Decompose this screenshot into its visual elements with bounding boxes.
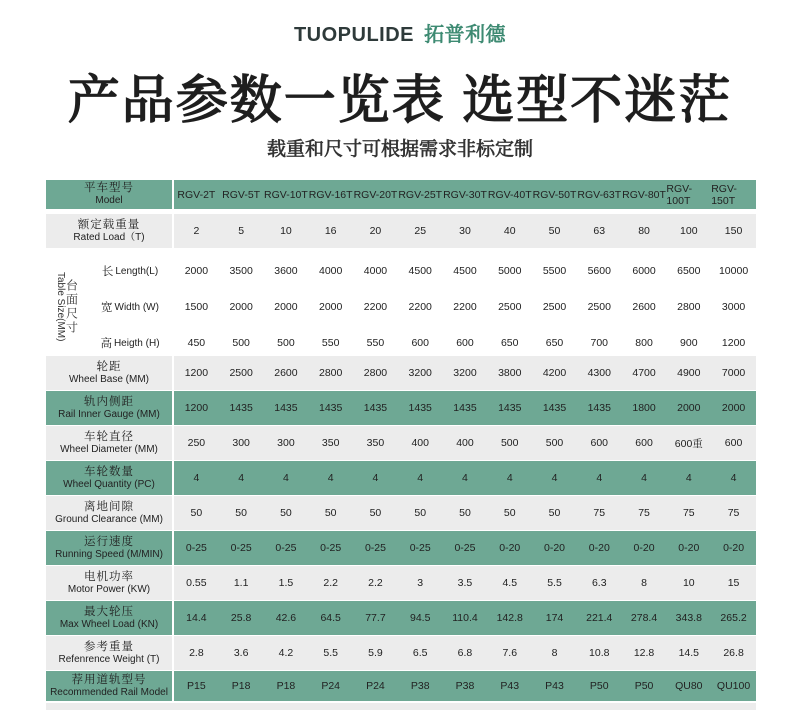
table-cell: 5 <box>238 225 245 237</box>
table-cell: 1435 <box>453 402 477 414</box>
row-cells <box>174 461 756 495</box>
table-cell: 0-20 <box>499 542 521 554</box>
model-cells <box>174 180 756 209</box>
table-cell: 4 <box>730 472 737 484</box>
table-cell: 0-25 <box>320 542 342 554</box>
table-row-width <box>46 290 756 324</box>
model-cell: RGV-150T <box>711 182 737 207</box>
table-cell: 600 <box>724 437 743 449</box>
table-cell: 2500 <box>229 367 253 379</box>
table-header-row <box>46 180 756 209</box>
table-row-wheel-quantity <box>46 461 756 495</box>
row-cells <box>174 636 756 670</box>
row-label-en: Wheel Quantity (PC) <box>63 478 155 490</box>
row-label <box>46 601 174 635</box>
table-cell: 50 <box>548 225 561 237</box>
table-cell: 110.4 <box>452 612 478 624</box>
header-label <box>46 180 174 209</box>
table-cell: 14.5 <box>678 647 700 659</box>
table-cell: 4 <box>417 472 424 484</box>
table-cell: 174 <box>545 612 564 624</box>
table-cell: 6500 <box>677 265 701 277</box>
table-cell: 4900 <box>677 367 701 379</box>
table-cell: P24 <box>321 680 341 692</box>
table-cell: 4 <box>685 472 692 484</box>
table-cell: 1435 <box>229 402 253 414</box>
table-cell: 400 <box>411 437 429 449</box>
model-cell: RGV-100T <box>666 182 693 207</box>
table-cell: 4500 <box>408 265 432 277</box>
table-cell: 0-25 <box>454 542 476 554</box>
model-cell: RGV-2T <box>177 188 216 201</box>
row-label <box>88 254 174 288</box>
table-cell: 2.2 <box>323 577 338 589</box>
table-cell: 2 <box>193 225 200 237</box>
table-cell: 2000 <box>319 301 343 313</box>
row-label-cn: 轨内侧距 <box>84 395 134 408</box>
row-label <box>46 391 174 425</box>
table-row-wheel-diameter <box>46 426 756 460</box>
table-cell: 1435 <box>408 402 432 414</box>
row-label <box>46 566 174 600</box>
table-cell: 0-25 <box>364 542 386 554</box>
row-label-en: Ground Clearance (MM) <box>55 513 163 525</box>
table-cell: 500 <box>277 337 295 349</box>
table-cell: P50 <box>589 680 609 692</box>
header-label-cn: 平车型号 <box>84 182 134 195</box>
table-cell: 250 <box>187 437 206 449</box>
table-cell: 4000 <box>363 265 388 277</box>
row-label-en: Width (W) <box>114 301 159 313</box>
table-cell: 100 <box>680 225 698 237</box>
table-cell: 150 <box>724 225 743 237</box>
table-cell: 6.3 <box>591 577 607 589</box>
table-cell: 5.5 <box>323 647 338 659</box>
row-label-cn: 宽 <box>101 302 113 314</box>
row-label-cn: 轮距 <box>96 360 122 373</box>
table-cell: 40 <box>503 225 516 237</box>
row-cells <box>174 496 756 530</box>
table-cell: 4700 <box>632 367 656 379</box>
table-cell: 50 <box>459 507 471 519</box>
row-label-en: Max Wheel Load (KN) <box>59 618 159 630</box>
table-cell: 75 <box>727 507 740 519</box>
table-cell: 50 <box>324 507 337 519</box>
table-cell: 20 <box>369 225 382 237</box>
table-cell: 4 <box>327 472 334 484</box>
brand-cn: 拓普利德 <box>424 24 507 46</box>
row-cells <box>174 391 756 425</box>
table-cell: 1435 <box>498 402 522 414</box>
table-cell: 10000 <box>718 265 749 277</box>
table-row-running-speed <box>46 531 756 565</box>
table-cell: 2200 <box>453 301 477 313</box>
table-cell: 2000 <box>274 301 298 313</box>
table-cell: 650 <box>545 337 564 349</box>
table-cell: 77.7 <box>365 612 386 624</box>
table-cell: 1200 <box>721 337 746 349</box>
table-cell: 4 <box>506 472 513 484</box>
table-cell: 2200 <box>363 301 388 313</box>
table-cell: 1435 <box>542 402 567 414</box>
row-label-cn: 荐用道轨型号 <box>71 673 147 686</box>
row-label-cn: 额定载重量 <box>77 218 141 231</box>
table-cell: 0-25 <box>409 542 431 554</box>
row-label-cn: 车轮直径 <box>84 430 134 443</box>
table-cell: 550 <box>366 337 385 349</box>
table-cell: 4200 <box>542 367 567 379</box>
table-cell: 3 <box>417 577 424 589</box>
table-cell: 3200 <box>453 367 477 379</box>
table-cell: 600 <box>411 337 429 349</box>
table-cell: 64.5 <box>320 612 341 624</box>
table-cell: 15 <box>727 577 740 589</box>
table-row-recommended-rail <box>46 671 756 701</box>
table-cell: 26.8 <box>723 647 744 659</box>
table-cell: 3.6 <box>233 647 249 659</box>
row-label <box>46 531 174 565</box>
table-cell: 0-20 <box>633 542 655 554</box>
table-cell: 4.5 <box>502 577 518 589</box>
row-label-en: Length(L) <box>115 265 159 277</box>
row-label-en: Wheel Diameter (MM) <box>60 443 158 455</box>
table-cell: 42.6 <box>275 612 297 624</box>
table-cell: 500 <box>232 337 250 349</box>
table-row-rated-load <box>46 214 756 248</box>
table-cell: 4 <box>238 472 245 484</box>
table-row-motor-power <box>46 566 756 600</box>
table-cell: 25.8 <box>230 612 252 624</box>
table-cell: P38 <box>410 680 430 692</box>
table-cell: 3200 <box>408 367 432 379</box>
row-cells <box>174 326 756 360</box>
next-row-partial <box>46 703 756 710</box>
table-cell: 4.2 <box>278 647 294 659</box>
table-cell: 350 <box>321 437 340 449</box>
table-cell: 8 <box>551 647 558 659</box>
table-cell: QU80 <box>675 680 703 692</box>
table-cell: 50 <box>280 507 292 519</box>
table-cell: 2000 <box>229 301 253 313</box>
model-cell: RGV-63T <box>577 188 622 201</box>
row-label-cn: 电机功率 <box>84 570 134 583</box>
table-cell: P50 <box>634 680 654 692</box>
model-cell: RGV-80T <box>622 188 666 201</box>
table-row-rail-inner-gauge <box>46 391 756 425</box>
model-cell: RGV-10T <box>264 188 308 201</box>
table-cell: 63 <box>593 225 606 237</box>
table-cell: 1435 <box>319 402 343 414</box>
row-cells <box>174 356 756 390</box>
table-cell: 600 <box>635 437 653 449</box>
table-row-length <box>46 254 756 288</box>
table-cell: 6.5 <box>412 647 428 659</box>
row-label-cn: 高 <box>100 338 112 350</box>
table-cell: 500 <box>500 437 519 449</box>
row-label <box>46 496 174 530</box>
table-row-max-wheel-load <box>46 601 756 635</box>
row-label <box>46 636 174 670</box>
table-cell: 25 <box>414 225 427 237</box>
table-cell: 1800 <box>632 402 656 414</box>
table-cell: 0-20 <box>544 542 566 554</box>
table-cell: 600 <box>590 437 609 449</box>
row-cells <box>174 426 756 460</box>
table-cell: 75 <box>638 507 650 519</box>
table-cell: 600重 <box>674 437 703 450</box>
row-label <box>88 326 174 360</box>
table-cell: 4 <box>462 472 468 484</box>
table-cell: 3.5 <box>457 577 473 589</box>
table-cell: 1200 <box>184 402 209 414</box>
row-label-cn: 车轮数量 <box>84 465 134 478</box>
table-cell: 10 <box>280 225 292 237</box>
table-cell: 2000 <box>677 402 701 414</box>
row-label-en: Recommended Rail Model <box>50 686 168 698</box>
table-cell: 0.55 <box>186 577 207 589</box>
table-cell: 450 <box>187 337 206 349</box>
table-cell: 94.5 <box>409 612 431 624</box>
table-cell: 900 <box>680 337 698 349</box>
table-cell: 4 <box>641 472 647 484</box>
table-cell: 16 <box>324 225 337 237</box>
page-subtitle: 载重和尺寸可根据需求非标定制 <box>266 139 533 160</box>
page-title: 产品参数一览表 选型不迷茫 <box>67 72 733 130</box>
table-cell: 1.1 <box>233 577 249 589</box>
row-label-en: Refenrence Weight (T) <box>58 653 160 665</box>
table-cell: 550 <box>321 337 340 349</box>
table-cell: 5500 <box>542 265 567 277</box>
row-cells <box>174 601 756 635</box>
table-cell: 1500 <box>184 301 209 313</box>
table-cell: 0-20 <box>678 542 700 554</box>
table-cell: 12.8 <box>633 647 655 659</box>
row-label <box>46 214 174 248</box>
model-cell: RGV-50T <box>532 188 577 201</box>
table-cell: 300 <box>232 437 250 449</box>
table-cell: 2500 <box>542 301 567 313</box>
table-cell: 4 <box>372 472 379 484</box>
row-label-cn: 离地间隙 <box>84 500 134 513</box>
table-cell: 3800 <box>498 367 522 379</box>
table-cell: 2000 <box>184 265 209 277</box>
table-cell: 221.4 <box>586 612 613 624</box>
row-label <box>46 356 174 390</box>
table-cell: 6.8 <box>457 647 473 659</box>
table-size-label-en: Table Size(MM) <box>54 272 66 342</box>
table-cell: P24 <box>366 680 385 692</box>
table-cell: 4300 <box>587 367 611 379</box>
model-cell: RGV-30T <box>443 188 487 201</box>
model-cell: RGV-5T <box>222 188 261 201</box>
table-cell: QU100 <box>716 680 751 692</box>
table-cell: 265.2 <box>720 612 747 624</box>
table-cell: 2200 <box>408 301 432 313</box>
model-cell: RGV-40T <box>487 188 532 201</box>
header-label-en: Model <box>95 195 123 207</box>
table-cell: 2800 <box>363 367 388 379</box>
row-cells <box>174 214 756 248</box>
table-cell: 2800 <box>677 301 701 313</box>
row-label-en: Running Speed (M/MIN) <box>55 548 163 560</box>
model-cell: RGV-25T <box>398 188 443 201</box>
row-cells <box>174 254 756 288</box>
row-label-en: Heigth (H) <box>113 337 160 349</box>
model-cell: RGV-16T <box>308 188 353 201</box>
table-cell: 2.2 <box>368 577 383 589</box>
table-cell: 50 <box>414 507 427 519</box>
brand <box>0 18 800 47</box>
row-label-cn: 最大轮压 <box>84 605 134 618</box>
table-row-ground-clearance <box>46 496 756 530</box>
table-cell: P38 <box>455 680 475 692</box>
row-label-en: Rail Inner Gauge (MM) <box>58 408 160 420</box>
table-row-height <box>46 326 756 360</box>
table-cell: 278.4 <box>630 612 658 624</box>
table-cell: 2800 <box>319 367 343 379</box>
table-cell: 7000 <box>721 367 746 379</box>
table-cell: 0-25 <box>185 542 207 554</box>
table-cell: 14.4 <box>186 612 207 624</box>
table-cell: 2600 <box>632 301 656 313</box>
brand-en: TUOPULIDE <box>293 24 414 46</box>
table-cell: 7.6 <box>502 647 518 659</box>
table-cell: 5600 <box>587 265 611 277</box>
table-cell: 50 <box>548 507 561 519</box>
table-cell: 300 <box>277 437 295 449</box>
table-cell: 700 <box>590 337 609 349</box>
table-cell: 4 <box>193 472 200 484</box>
table-cell: 4500 <box>453 265 477 277</box>
table-cell: 1435 <box>274 402 298 414</box>
table-cell: 4 <box>282 472 289 484</box>
table-cell: 2500 <box>498 301 522 313</box>
table-cell: P43 <box>500 680 520 692</box>
table-cell: 3000 <box>721 301 746 313</box>
table-cell: P18 <box>276 680 296 692</box>
table-cell: 80 <box>638 225 650 237</box>
table-cell: 0-25 <box>275 542 297 554</box>
table-cell: 1200 <box>184 367 209 379</box>
row-label-cn: 运行速度 <box>84 535 134 548</box>
row-cells <box>174 671 756 701</box>
table-cell: P18 <box>231 680 251 692</box>
table-cell: 3600 <box>274 265 298 277</box>
table-cell: 5.9 <box>368 647 383 659</box>
table-cell: 4000 <box>319 265 343 277</box>
table-cell: 8 <box>641 577 647 589</box>
table-cell: 1435 <box>363 402 388 414</box>
row-label-en: Rated Load（T) <box>73 231 145 243</box>
model-cell: RGV-20T <box>353 188 398 201</box>
table-cell: 2.8 <box>189 647 204 659</box>
table-cell: 10.8 <box>589 647 610 659</box>
table-cell: 4 <box>596 472 603 484</box>
table-cell: 5.5 <box>547 577 562 589</box>
table-cell: 600 <box>456 337 474 349</box>
table-cell: 400 <box>456 437 474 449</box>
table-cell: 3500 <box>229 265 253 277</box>
row-label-cn: 参考重量 <box>84 640 134 653</box>
table-cell: 350 <box>366 437 385 449</box>
table-cell: 0-25 <box>230 542 252 554</box>
row-label <box>46 671 174 701</box>
row-cells <box>174 290 756 324</box>
row-cells <box>174 566 756 600</box>
table-cell: 6000 <box>632 265 656 277</box>
row-cells <box>174 531 756 565</box>
table-row-wheel-base <box>46 356 756 390</box>
row-label-cn: 长 <box>101 266 114 278</box>
table-cell: 75 <box>593 507 606 519</box>
table-cell: 2600 <box>274 367 298 379</box>
table-cell: 142.8 <box>496 612 523 624</box>
table-cell: 50 <box>369 507 382 519</box>
row-label <box>88 290 174 324</box>
table-cell: P43 <box>545 680 564 692</box>
table-cell: 30 <box>459 225 471 237</box>
table-cell: P15 <box>187 680 206 692</box>
table-cell: 4 <box>551 472 558 484</box>
table-cell: 0-20 <box>723 542 745 554</box>
table-cell: 50 <box>503 507 516 519</box>
table-cell: 5000 <box>498 265 522 277</box>
table-cell: 343.8 <box>675 612 702 624</box>
table-cell: 500 <box>545 437 564 449</box>
table-cell: 50 <box>235 507 247 519</box>
row-label-en: Motor Power (KW) <box>67 583 151 595</box>
row-label-en: Wheel Base (MM) <box>68 373 149 385</box>
table-cell: 10 <box>682 577 695 589</box>
table-cell: 2500 <box>587 301 611 313</box>
table-cell: 800 <box>635 337 653 349</box>
table-cell: 650 <box>500 337 519 349</box>
row-label <box>46 461 174 495</box>
row-label <box>46 426 174 460</box>
table-cell: 1.5 <box>278 577 294 589</box>
table-size-label-cn: 台面尺寸 <box>64 279 79 335</box>
table-cell: 50 <box>190 507 203 519</box>
table-row-reference-weight <box>46 636 756 670</box>
table-cell: 0-20 <box>588 542 610 554</box>
table-cell: 1435 <box>587 402 611 414</box>
table-cell: 75 <box>682 507 695 519</box>
table-cell: 2000 <box>721 402 746 414</box>
